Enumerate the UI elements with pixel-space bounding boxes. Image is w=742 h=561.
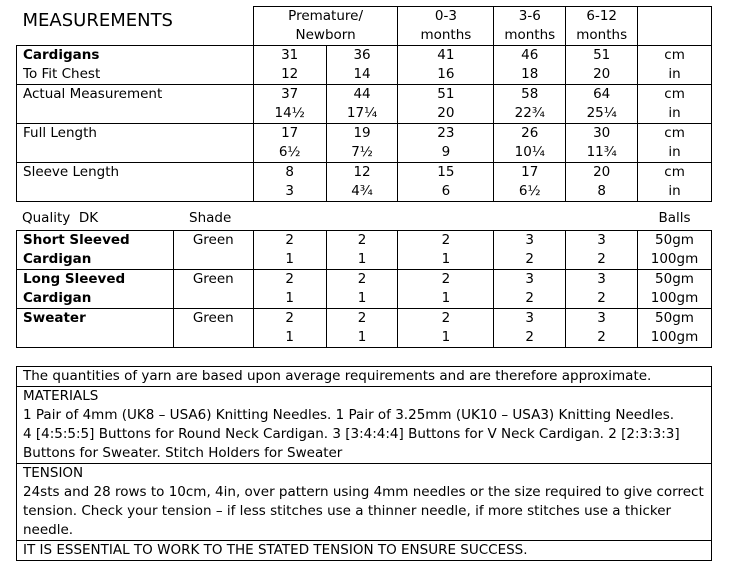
size-header-line2: Newborn (295, 27, 356, 43)
materials-line: 1 Pair of 4mm (UK8 – USA6) Knitting Needles. 1 Pair of 3.25mm (UK10 – USA3) Knitting Needles. (23, 407, 675, 423)
quality-line (16, 209, 712, 228)
yarn-value (326, 231, 398, 270)
value-in: 9 (441, 144, 451, 160)
measurement-unit (638, 124, 712, 163)
measurement-label-line2: To Fit Chest (23, 66, 101, 82)
measurement-value (326, 46, 398, 85)
tension-section (17, 464, 712, 541)
unit-cm: cm (664, 86, 685, 102)
balls-100gm: 2 (597, 290, 606, 306)
unit-cm: cm (664, 47, 685, 63)
garment-label (17, 231, 174, 270)
weight-50gm: 50gm (655, 232, 694, 248)
unit-in: in (668, 105, 681, 121)
weight-50gm: 50gm (655, 271, 694, 287)
value-in: 18 (521, 66, 539, 82)
measurement-value (326, 163, 398, 202)
yarn-row (17, 309, 712, 348)
value-cm: 30 (593, 125, 611, 141)
materials-line: 4 [4:5:5:5] Buttons for Round Neck Cardigan. 3 [3:4:4:4] Buttons for V Neck Cardigan. 2 [2:3:3:3] (23, 426, 680, 442)
value-cm: 20 (593, 164, 611, 180)
value-cm: 37 (281, 86, 299, 102)
measurement-value (326, 124, 398, 163)
measurement-label-line1: Actual Measurement (23, 86, 163, 102)
size-header-line1: 0-3 (434, 8, 457, 24)
value-in: 6½ (278, 144, 301, 160)
ball-weight (637, 309, 711, 348)
value-in: 4¾ (351, 183, 373, 199)
value-cm: 44 (353, 86, 371, 102)
measurement-label-line1: Sleeve Length (23, 164, 120, 180)
balls-50gm: 3 (597, 310, 606, 326)
value-cm: 26 (521, 125, 539, 141)
measurement-value (494, 85, 566, 124)
balls-100gm: 2 (525, 329, 534, 345)
value-cm: 17 (281, 125, 299, 141)
measurement-value (566, 46, 638, 85)
value-in: 25¼ (586, 105, 617, 121)
garment-label-line2: Cardigan (23, 290, 92, 306)
measurement-label (17, 163, 254, 202)
ball-weight (637, 270, 711, 309)
shade-value (173, 309, 253, 348)
essential-note: IT IS ESSENTIAL TO WORK TO THE STATED TENSION TO ENSURE SUCCESS. (17, 541, 712, 561)
value-in: 20 (593, 66, 611, 82)
value-in: 6½ (518, 183, 541, 199)
balls-50gm: 2 (441, 232, 451, 248)
measurement-label-line2 (23, 104, 253, 123)
yarn-value (326, 309, 398, 348)
unit-cm: cm (664, 125, 685, 141)
measurement-value (494, 124, 566, 163)
materials-section (17, 387, 712, 464)
tension-heading: TENSION (23, 465, 84, 481)
balls-50gm: 2 (285, 310, 294, 326)
value-cm: 23 (437, 125, 455, 141)
quantities-note: The quantities of yarn are based upon average requirements and are therefore approximate. (17, 367, 712, 387)
weight-100gm: 100gm (650, 251, 699, 267)
ball-weight (637, 231, 711, 270)
balls-50gm: 2 (441, 310, 451, 326)
balls-100gm: 2 (525, 251, 534, 267)
measurement-unit (638, 163, 712, 202)
measurements-table (16, 6, 712, 202)
measurement-value (398, 46, 494, 85)
value-in: 3 (285, 183, 294, 199)
shade-name: Green (192, 271, 234, 287)
yarn-row (17, 231, 712, 270)
size-header-3-6 (494, 7, 566, 46)
measurement-label (17, 85, 254, 124)
measurement-row (17, 85, 712, 124)
value-cm: 51 (593, 47, 611, 63)
value-cm: 19 (353, 125, 371, 141)
materials-line: Buttons for Sweater. Stitch Holders for Sweater (23, 445, 343, 461)
size-header-line2: months (576, 27, 628, 43)
value-cm: 15 (437, 164, 455, 180)
tension-line: 24sts and 28 rows to 10cm, 4in, over pattern using 4mm needles or the size required to give correct (23, 484, 704, 500)
measurement-unit (638, 85, 712, 124)
value-in: 10¼ (514, 144, 545, 160)
measurement-value (566, 163, 638, 202)
measurement-value (494, 46, 566, 85)
yarn-value (253, 231, 326, 270)
balls-50gm: 3 (597, 232, 606, 248)
measurement-value (253, 163, 326, 202)
size-header-line2: months (504, 27, 556, 43)
value-in: 17¼ (346, 105, 378, 121)
tension-line: tension. Check your tension – if less stitches use a thinner needle, if more stitches use a thicker needle. (23, 503, 672, 538)
value-cm: 12 (353, 164, 371, 180)
balls-50gm: 3 (525, 232, 534, 248)
value-cm: 46 (521, 47, 539, 63)
measurements-header-row (17, 7, 712, 46)
quality-cell (16, 209, 253, 228)
measurement-label-line2 (23, 182, 253, 201)
balls-100gm: 1 (357, 251, 367, 267)
yarn-value (326, 270, 398, 309)
weight-50gm: 50gm (655, 310, 694, 326)
balls-100gm: 1 (357, 329, 367, 345)
measurement-value (566, 85, 638, 124)
measurements-title: MEASUREMENTS (22, 9, 173, 31)
shade-value (173, 270, 253, 309)
measurement-label (17, 46, 254, 85)
shade-name: Green (192, 310, 234, 326)
yarn-value (398, 231, 494, 270)
value-cm: 58 (521, 86, 539, 102)
measurement-label-line1: Full Length (23, 125, 97, 141)
measurement-row (17, 46, 712, 85)
garment-label-line2: Cardigan (23, 251, 92, 267)
value-in: 20 (437, 105, 455, 121)
balls-50gm: 2 (285, 232, 294, 248)
balls-50gm: 2 (357, 271, 367, 287)
unit-in: in (668, 144, 681, 160)
balls-100gm: 2 (597, 329, 606, 345)
value-cm: 31 (281, 47, 299, 63)
yarn-value (398, 270, 494, 309)
measurement-value (253, 46, 326, 85)
weight-100gm: 100gm (650, 329, 699, 345)
value-cm: 64 (593, 86, 611, 102)
value-in: 14½ (274, 105, 305, 121)
balls-100gm: 1 (285, 251, 294, 267)
garment-label-line2 (23, 328, 173, 347)
measurement-label-line1: Cardigans (23, 47, 100, 63)
shade-label: Shade (189, 210, 232, 226)
value-in: 7½ (351, 144, 373, 160)
size-header-line1: Premature/ (288, 8, 364, 24)
size-header-line1: 3-6 (518, 8, 541, 24)
size-header-6-12 (566, 7, 638, 46)
balls-50gm: 2 (285, 271, 294, 287)
garment-label-line1: Long Sleeved (23, 271, 126, 287)
yarn-row (17, 270, 712, 309)
measurement-value (494, 163, 566, 202)
yarn-value (566, 270, 638, 309)
balls-100gm: 1 (285, 329, 294, 345)
shade-value (173, 231, 253, 270)
balls-100gm: 1 (357, 290, 367, 306)
balls-50gm: 2 (357, 310, 367, 326)
balls-100gm: 2 (597, 251, 606, 267)
size-header-0-3 (398, 7, 494, 46)
balls-100gm: 1 (441, 290, 451, 306)
unit-header (638, 7, 712, 46)
quality-label: Quality DK (22, 210, 99, 226)
size-header-line2: months (420, 27, 472, 43)
yarn-table (16, 230, 712, 348)
measurement-unit (638, 46, 712, 85)
value-in: 12 (281, 66, 299, 82)
value-cm: 36 (353, 47, 371, 63)
measurement-value (326, 85, 398, 124)
balls-50gm: 3 (525, 310, 534, 326)
measurement-value (253, 85, 326, 124)
shade-name: Green (192, 232, 234, 248)
measurement-value (398, 163, 494, 202)
yarn-value (566, 309, 638, 348)
value-cm: 8 (285, 164, 294, 180)
balls-100gm: 1 (441, 329, 451, 345)
size-header-line1: 6-12 (586, 8, 618, 24)
size-header-newborn (253, 7, 398, 46)
measurement-value (253, 124, 326, 163)
materials-heading: MATERIALS (23, 388, 99, 404)
garment-label-line1: Sweater (23, 310, 86, 326)
value-in: 6 (441, 183, 451, 199)
yarn-value (253, 270, 326, 309)
measurement-row (17, 124, 712, 163)
yarn-value (494, 231, 566, 270)
balls-50gm: 2 (441, 271, 451, 287)
garment-label-line1: Short Sleeved (23, 232, 130, 248)
measurement-row (17, 163, 712, 202)
value-in: 14 (353, 66, 371, 82)
value-cm: 51 (437, 86, 455, 102)
measurement-value (398, 124, 494, 163)
yarn-value (398, 309, 494, 348)
yarn-value (494, 270, 566, 309)
yarn-value (253, 309, 326, 348)
measurement-label-line2 (23, 143, 253, 162)
balls-100gm: 2 (525, 290, 534, 306)
unit-in: in (668, 183, 681, 199)
balls-100gm: 1 (285, 290, 294, 306)
measurement-value (566, 124, 638, 163)
value-in: 16 (437, 66, 455, 82)
value-cm: 41 (437, 47, 455, 63)
unit-in: in (668, 66, 681, 82)
balls-100gm: 1 (441, 251, 451, 267)
yarn-value (494, 309, 566, 348)
weight-100gm: 100gm (650, 290, 699, 306)
value-cm: 17 (521, 164, 539, 180)
notes-box (16, 366, 712, 561)
value-in: 8 (597, 183, 606, 199)
measurement-value (398, 85, 494, 124)
value-in: 22¾ (514, 105, 545, 121)
garment-label (17, 270, 174, 309)
value-in: 11¾ (586, 144, 617, 160)
balls-50gm: 3 (525, 271, 534, 287)
yarn-value (566, 231, 638, 270)
balls-50gm: 3 (597, 271, 606, 287)
balls-label: Balls (658, 210, 691, 226)
unit-cm: cm (664, 164, 685, 180)
balls-50gm: 2 (357, 232, 367, 248)
garment-label (17, 309, 174, 348)
measurement-label (17, 124, 254, 163)
